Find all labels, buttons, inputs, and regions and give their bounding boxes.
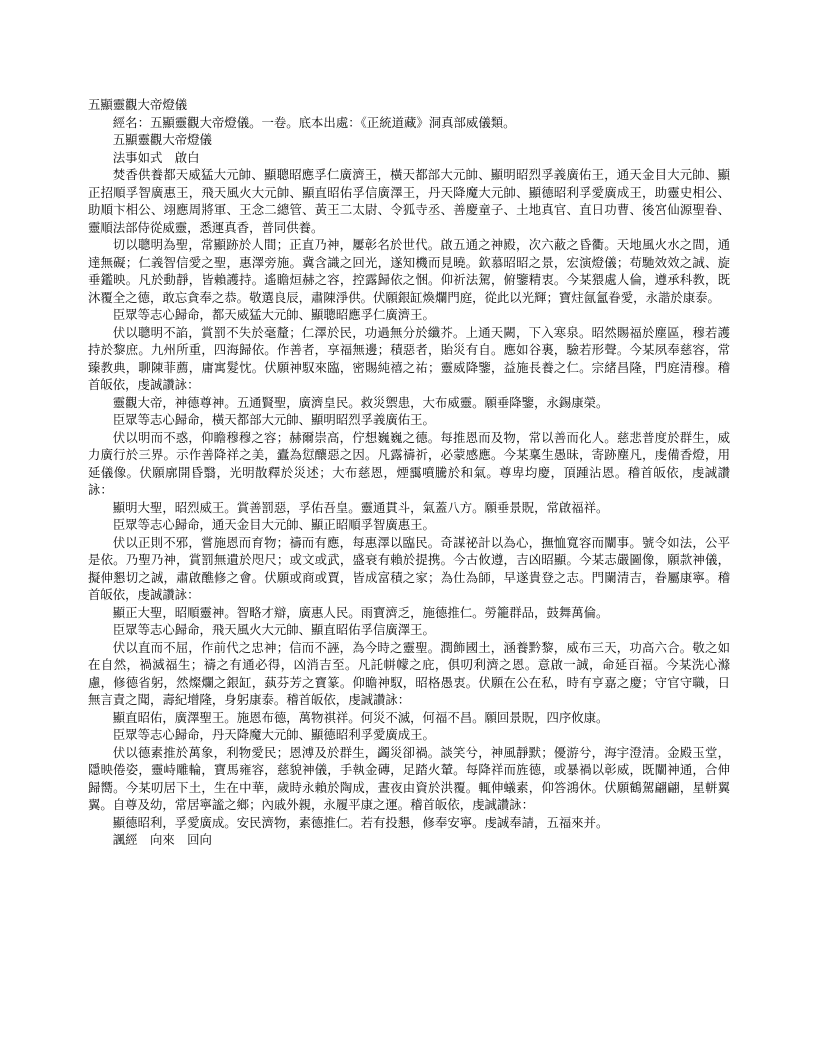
hymn-three: 顯正大聖，昭順靈神。智略才辯，廣惠人民。雨寶濟乏，施德推仁。勞籠群品，鼓舞萬倫。	[112, 604, 609, 620]
hymn-one: 靈觀大帝，神德尊神。五通賢聖，廣濟皇民。救災禦患，大布威靈。願垂降鑒，永錫康榮。	[112, 394, 609, 410]
homage-two: 臣眾等志心歸命，橫天都部大元帥、顯明昭烈孚義廣佑王。	[112, 412, 435, 427]
preface-six: 伏以德素推於萬象，利物愛民；恩溥及於群生，蠲災卻禍。談笑兮，神風靜默；優游兮，海宇澄清。金殿玉堂，隱映倦姿，靈峙雕輪，寶馬雍容，慈貌神儀，手執金磚，足踏火輦。每降祥而旌德，或暴禍以彰威，既闡神通，合伸歸嚮。今某叨居下土，生在中華，歲時永賴於陶成，晝夜由資於洪覆。輒伸蟻素，仰答鴻休。伏願鶴駕翩翩，星軿翼翼。自尊及幼，常居寧謐之鄉；內戚外親，永履平康之運。稽首皈依，虔誠讚詠：	[88, 744, 730, 812]
closing-rubric: 諷經 向來 回向	[112, 832, 212, 847]
document-blocks	[88, 166, 730, 849]
inner-title: 五顯靈觀大帝燈儀	[112, 132, 212, 147]
homage-four: 臣眾等志心歸命，飛天風火大元帥、顯直昭佑孚信廣澤王。	[112, 622, 435, 637]
hymn-four: 顯直昭佑，廣澤聖王。施恩布德，萬物祺祥。何災不滅，何福不昌。願回景貺，四序攸康。	[112, 709, 609, 725]
preface-five: 伏以直而不屈，作前代之忠神；信而不誣，為今時之靈聖。潤飾國土，涵養黔黎，威布三天，功高六合。敬之如在自然，禍滅福生；禱之有通必得，凶消吉至。凡託帡幪之庇，俱叨利濟之恩。意啟一誠，命延百福。今某洗心滌慮，修德省躬，然燦爛之銀缸，蓺芬芳之寶篆。仰瞻神馭，昭格愚衷。伏願在公在私，時有亨嘉之慶；守官守職，日無言責之聞，壽紀增隆，身躬康泰。稽首皈依，虔誠讚詠：	[88, 639, 730, 707]
offering-invocation: 焚香供養都天威猛大元帥、顯聰昭應孚仁廣濟王，橫天都部大元帥、顯明昭烈孚義廣佑王，通天金目大元帥、顯正招順孚智廣惠王，飛天風火大元帥、顯直昭佑孚信廣澤王，丹天降魔大元帥、顯德昭利孚愛廣成王，助靈史相公、助順卞相公、翊應周將軍、王念二總管、黃王二太尉、令狐寺丞、善慶童子、土地真官、直日功曹、後宮仙源聖眷、靈順法部侍從威靈，悉運真香，普同供養。	[88, 167, 730, 235]
preface-two: 伏以聰明不諂，賞罰不失於毫釐；仁澤於民，功過無分於纖芥。上通天闕，下入寒泉。昭然賜福於塵區，穆若護持於黎庶。九州所重，四海歸依。作善者，享福無邊；積惡者，貽災有自。應如谷裏，驗若形聲。今某夙奉慈容，常臻教典，聊陳菲薦，庸寓髮忱。伏願神馭來臨，密賜純禧之祐；靈威降鑒，益施長養之仁。宗緒昌隆，門庭清穆。稽首皈依，虔誠讚詠：	[88, 324, 730, 392]
preface-four: 伏以正則不邪，嘗施恩而育物；禱而有應，每惠澤以臨民。奇謀祕計以為心，撫恤寬容而闡事。號令如法，公平是依。乃聖乃神，賞罰無遺於咫尺；或文或武，盛衰有賴於提携。今古攸遵，吉凶昭顯。今某志嚴圖像，願款神儀，擬伸懇切之誠，肅啟醮修之會。伏願或商或賈，皆成富積之家；為仕為師，早遂貴登之志。門闌清吉，眷屬康寧。稽首皈依，虔誠讚詠：	[88, 534, 730, 602]
homage-five: 臣眾等志心歸命，丹天降魔大元帥、顯德昭利孚愛廣成王。	[112, 727, 435, 742]
hymn-two: 顯明大聖，昭烈威王。賞善罰惡，孚佑吾皇。靈通貫斗，氣蓋八方。願垂景貺，常啟福祥。	[112, 499, 609, 515]
bibliographic-note: 經名：五顯靈觀大帝燈儀。一卷。底本出處：《正統道藏》洞真部威儀類。	[112, 114, 516, 130]
preface-one: 切以聰明為聖，常顯跡於人間；正直乃神，屢彰名於世代。啟五通之神殿，次六蔽之昏衢。天地風火水之間，通達無礙；仁義智信愛之聖，惠澤旁施。冀含識之回光，遂知機而見曉。欽慕昭昭之景，宏演燈儀；苟馳效效之誠、旋垂鑑映。凡於動靜，皆賴護持。遙瞻烜赫之容，控露歸依之悃。仰祈法駕，俯鑒精衷。今某猥處人倫，遵承科教，既沐覆全之德，敢忘貪奉之恭。敬選良辰，肅陳淨供。伏願銀缸煥爛門庭，從此以光輝；寶炷氤氳眷愛，永諧於康泰。	[88, 237, 730, 305]
document-body	[88, 96, 730, 849]
homage-one: 臣眾等志心歸命，都天威猛大元帥、顯聰昭應孚仁廣濟王。	[112, 307, 435, 322]
document-title: 五顯靈觀大帝燈儀	[88, 97, 188, 112]
hymn-five: 顯德昭利，孚愛廣成。安民濟物，素德推仁。若有投懇，修奉安寧。虔誠奉請，五福來并。	[112, 814, 609, 830]
homage-three: 臣眾等志心歸命，通天金目大元帥、顯正昭順孚智廣惠王。	[112, 517, 435, 532]
preface-three: 伏以明而不惑，仰瞻穆穆之容；赫爾崇高，佇想巍巍之德。每推恩而及物，常以善而化人。慈悲普度於群生，威力廣行於三界。示作善降祥之美，蠹為愆釀惡之因。凡露禱祈，必蒙感應。今某稟生愚昧，寄跡塵凡，虔備香燈，用延儀像。伏願廓開昏翳，光明散釋於災述；大布慈恩，煙靄噴騰於和氣。尊卑均慶，頂踵沾恩。稽首皈依，虔誠讚詠：	[88, 429, 730, 497]
ritual-rubric: 法事如式 啟白	[112, 149, 200, 165]
